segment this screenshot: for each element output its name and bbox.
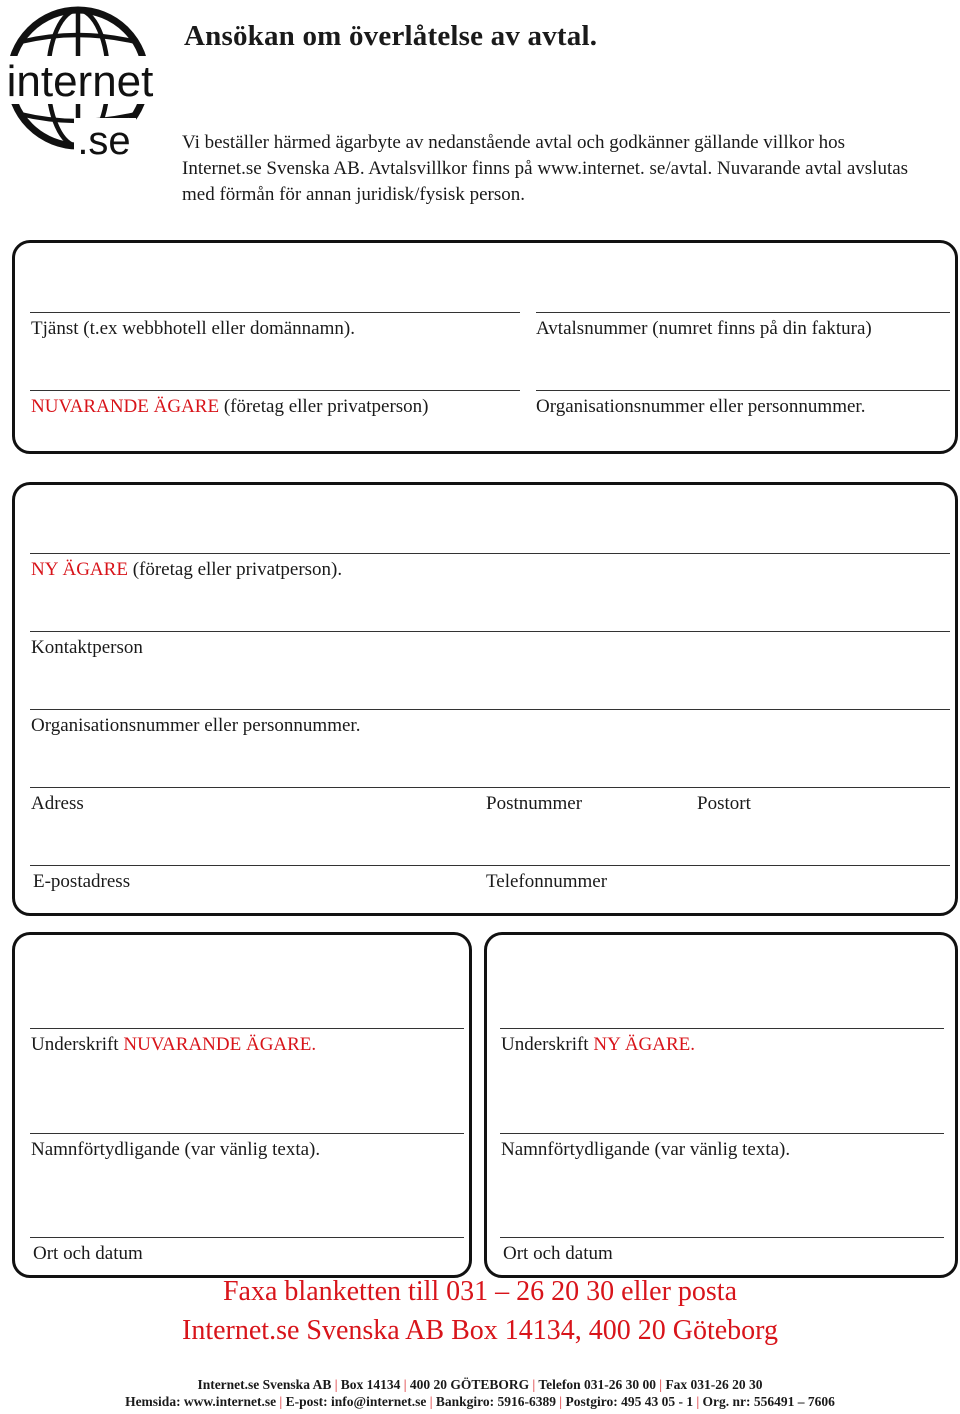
address-field[interactable] (30, 787, 950, 788)
page-title: Ansökan om överlåtelse av avtal. (184, 20, 598, 52)
footer-email: E-post: info@internet.se (285, 1394, 427, 1409)
current-agreement-box (12, 240, 958, 454)
city-label: Postort (697, 793, 751, 814)
new-owner-box (12, 482, 958, 916)
signature-prefix: Underskrift (31, 1034, 124, 1055)
current-owner-name-label: Namnförtydligande (var vänlig texta). (31, 1139, 321, 1160)
new-owner-label (31, 559, 342, 581)
current-owner-org-number-label: Organisationsnummer eller personnummer. (536, 396, 866, 417)
current-owner-label (31, 396, 429, 418)
contract-number-field[interactable] (536, 312, 950, 313)
signature-prefix: Underskrift (501, 1034, 594, 1055)
contract-number-label: Avtalsnummer (numret finns på din faktura) (536, 318, 872, 339)
current-owner-place-date-field[interactable] (30, 1237, 464, 1238)
new-owner-signature-label (501, 1034, 695, 1056)
fax-instruction-line1: Faxa blanketten till 031 – 26 20 30 eller posta (222, 1276, 737, 1307)
footer-bankgiro: Bankgiro: 5916-6389 (435, 1394, 557, 1409)
postal-code-label: Postnummer (486, 793, 583, 814)
footer-org-number: Org. nr: 556491 – 7606 (702, 1394, 835, 1409)
new-owner-label-red: NY ÄGARE (31, 559, 128, 580)
footer-fax: Fax 031-26 20 30 (665, 1377, 763, 1392)
signature-red: NUVARANDE ÄGARE. (123, 1034, 317, 1055)
new-owner-org-number-label: Organisationsnummer eller personnummer. (31, 715, 361, 736)
footer-row-1: Internet.se Svenska AB | Box 14134 | 400 20 GÖTEBORG | Telefon 031-26 30 00 | Fax 031-26 20 30 (197, 1377, 763, 1392)
footer-phone: Telefon 031-26 30 00 (538, 1377, 656, 1392)
current-owner-name-field[interactable] (30, 1133, 464, 1134)
contact-person-field[interactable] (30, 631, 950, 632)
logo-text-internet: internet (6, 57, 154, 106)
contact-person-label: Kontaktperson (31, 637, 143, 658)
signature-red: NY ÄGARE. (593, 1034, 696, 1055)
current-owner-label-red: NUVARANDE ÄGARE (31, 396, 220, 417)
fax-instruction-line2: Internet.se Svenska AB Box 14134, 400 20 Göteborg (182, 1315, 778, 1346)
email-phone-field[interactable] (30, 865, 950, 866)
footer-box: Box 14134 (340, 1377, 401, 1392)
new-owner-label-rest: (företag eller privatperson). (127, 559, 343, 580)
intro-text: Vi beställer härmed ägarbyte av nedanstående avtal och godkänner gällande villkor hos Internet.se Svenska AB. Avtalsvillkor finns på www.internet. se/avtal. Nuvarande avtal avslutas med förmån för annan juridisk/fysisk person. (182, 132, 909, 205)
new-owner-name-label: Namnförtydligande (var vänlig texta). (501, 1139, 791, 1160)
current-owner-org-number-field[interactable] (536, 390, 950, 391)
new-owner-name-field[interactable] (500, 1133, 944, 1134)
logo-text-se: .se (77, 119, 131, 160)
footer-company: Internet.se Svenska AB (197, 1377, 332, 1392)
new-owner-org-number-field[interactable] (30, 709, 950, 710)
current-owner-signature-field[interactable] (30, 1028, 464, 1029)
internet-se-logo (0, 0, 160, 160)
current-owner-signature-box (12, 932, 472, 1278)
current-owner-signature-label (31, 1034, 316, 1056)
current-owner-label-rest: (företag eller privatperson) (219, 396, 429, 417)
service-label: Tjänst (t.ex webbhotell eller domännamn). (31, 318, 355, 339)
email-label: E-postadress (33, 871, 131, 892)
new-owner-field[interactable] (30, 553, 950, 554)
footer-city: 400 20 GÖTEBORG (409, 1377, 530, 1392)
current-owner-field[interactable] (30, 390, 520, 391)
new-owner-signature-field[interactable] (500, 1028, 944, 1029)
service-field[interactable] (30, 312, 520, 313)
footer-row-2: Hemsida: www.internet.se | E-post: info@internet.se | Bankgiro: 5916-6389 | Postgiro: 495 43 05 - 1 | Org. nr: 556491 – 7606 (125, 1394, 835, 1409)
new-owner-signature-box (484, 932, 958, 1278)
new-owner-place-date-field[interactable] (500, 1237, 944, 1238)
footer-website: Hemsida: www.internet.se (125, 1394, 277, 1409)
footer-postgiro: Postgiro: 495 43 05 - 1 (565, 1394, 694, 1409)
phone-label: Telefonnummer (486, 871, 608, 892)
current-owner-place-date-label: Ort och datum (33, 1243, 143, 1264)
address-label: Adress (31, 793, 84, 814)
new-owner-place-date-label: Ort och datum (503, 1243, 613, 1264)
